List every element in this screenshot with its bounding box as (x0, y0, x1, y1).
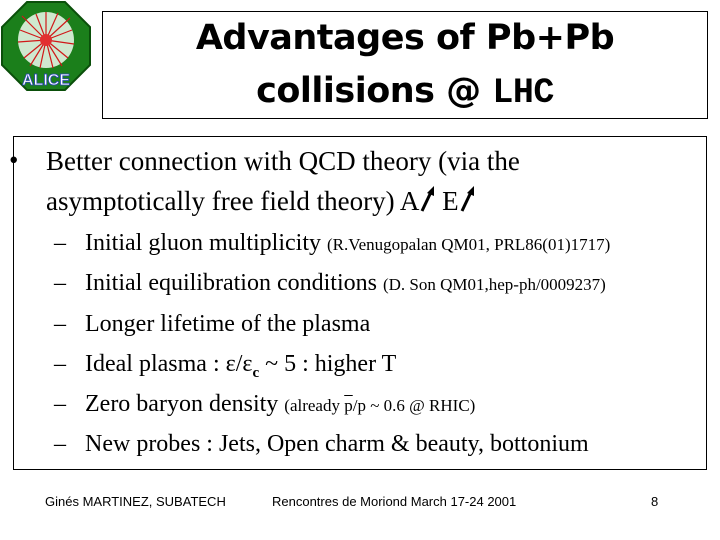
list-item-text: Initial equilibration conditions (85, 270, 383, 296)
bullet-line-2-text: asymptotically free field theory) A (46, 186, 420, 216)
bullet-line-1: Better connection with QCD theory (via the (46, 146, 520, 176)
list-dash: – (54, 270, 66, 296)
alice-logo (0, 0, 92, 92)
list-item-text: Zero baryon density (85, 391, 285, 417)
list-item-subscript: c (252, 364, 260, 381)
list-dash: – (54, 351, 66, 377)
list-item-text: Initial gluon multiplicity (85, 230, 327, 256)
reference-antiproton: $\overline{p}$ (344, 396, 353, 415)
bullet-marker: • (9, 145, 19, 175)
list-dash: – (54, 391, 66, 417)
reference-start: (already (284, 396, 345, 415)
page-title-line1: Advantages of Pb+Pb (195, 18, 615, 58)
list-item (54, 349, 396, 388)
list-item-reference: (R.Venugopalan QM01, PRL86(01)1717) (326, 235, 611, 254)
list-item (54, 268, 606, 300)
page-title-line2 (103, 71, 707, 113)
list-item (54, 228, 610, 260)
list-item-text: New probes : Jets, Open charm & beauty, bottonium (85, 431, 589, 457)
arrow-up-icon (419, 184, 435, 214)
arrow-up-icon (459, 184, 475, 214)
list-item-reference (284, 396, 475, 415)
list-item-text-end: ~ 5 : higher T (259, 351, 397, 377)
footer-event: Rencontres de Moriond March 17-24 2001 (272, 494, 517, 509)
title-line2-text: collisions @ (256, 71, 493, 111)
list-dash: – (54, 311, 66, 337)
logo-text: ALICE (22, 72, 70, 89)
list-item (54, 429, 589, 459)
list-item-reference: (D. Son QM01,hep-ph/0009237) (382, 275, 606, 294)
bullet-line-2 (46, 184, 475, 217)
footer-author: Ginés MARTINEZ, SUBATECH (45, 494, 226, 509)
title-box (102, 11, 708, 119)
list-item (54, 389, 475, 421)
list-item-text: Longer lifetime of the plasma (85, 311, 371, 337)
list-dash: – (54, 230, 66, 256)
reference-end: /p ~ 0.6 @ RHIC) (352, 396, 476, 415)
list-item-text: Ideal plasma : ε/ε (85, 351, 253, 377)
list-item (54, 309, 370, 339)
list-dash: – (54, 431, 66, 457)
bullet-line-2-e: E (435, 186, 459, 216)
page-number: 8 (651, 494, 659, 509)
title-line2-lhc: LHC (492, 73, 554, 113)
